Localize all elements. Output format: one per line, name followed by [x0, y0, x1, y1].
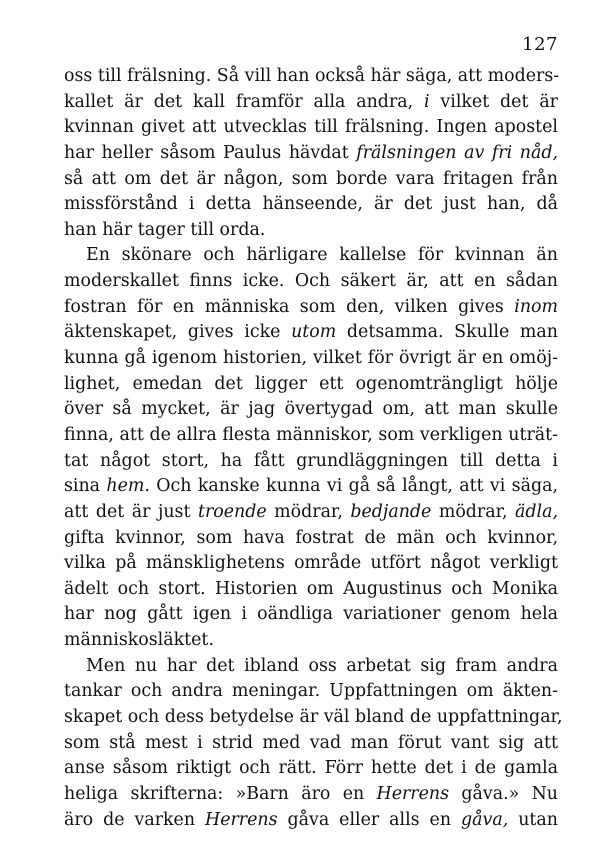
text-line: att det är just troende mödrar, bedjande mödrar, ädla,: [64, 501, 559, 522]
body-text: [64, 64, 563, 833]
text-line: äktenskapet, gives icke utom detsamma. Skulle man: [64, 322, 558, 343]
text-line: kallet är det kall framför alla andra, i vilket det är: [64, 91, 558, 112]
text-line: oss till frälsning. Så vill han också här säga, att moders-: [64, 66, 560, 86]
text-line: äro de varken Herrens gåva eller alls en gåva, utan: [64, 809, 558, 830]
text-line: tankar och andra meningar. Uppfattningen om äkten-: [64, 681, 558, 702]
text-line: kvinnan givet att utvecklas till frälsning. Ingen apostel: [64, 117, 558, 138]
text-line: ädelt och stort. Historien om Augustinus och Monika: [64, 578, 558, 599]
text-line: som stå mest i strid med vad man förut vant sig att: [64, 732, 558, 753]
text-line: fostran för en människa som den, vilken gives inom: [64, 296, 558, 317]
text-line: anse såsom riktigt och rätt. Förr hette det i de gamla: [64, 758, 558, 779]
text-line: skapet och dess betydelse är väl bland de uppfattningar,: [64, 707, 563, 728]
text-line: så att om det är någon, som borde vara fritagen från: [64, 168, 558, 189]
text-line: En skönare och härligare kallelse för kvinnan än: [86, 245, 558, 266]
text-line: kunna gå igenom historien, vilket för övrigt är en omöj-: [64, 348, 558, 369]
text-line: missförstånd i detta hänseende, är det just han, då: [64, 194, 558, 215]
text-line: vilka på mänsklighetens område utfört något verkligt: [64, 553, 558, 574]
text-line: sina hem. Och kanske kunna vi gå så långt, att vi säga,: [64, 476, 558, 497]
text-line: finna, att de allra flesta människor, som verkligen uträt-: [64, 424, 558, 445]
text-line: han här tager till orda.: [64, 219, 266, 240]
text-line: människosläktet.: [64, 630, 214, 651]
text-line: gifta kvinnor, som hava fostrat de män och kvinnor,: [64, 527, 558, 548]
text-line: har nog gått igen i oändliga variationer genom hela: [64, 604, 558, 625]
text-line: Men nu har det ibland oss arbetat sig fram andra: [86, 655, 558, 676]
text-line: har heller såsom Paulus hävdat frälsningen av fri nåd,: [64, 142, 558, 163]
text-line: lighet, emedan det ligger ett ogenomträngligt hölje: [64, 373, 558, 394]
text-line: tat något stort, ha fått grundläggningen till detta i: [64, 450, 558, 471]
text-line: över så mycket, är jag övertygad om, att man skulle: [64, 399, 558, 420]
text-line: moderskallet finns icke. Och säkert är, att en sådan: [64, 271, 558, 292]
page-number: 127: [522, 34, 558, 55]
text-line: heliga skrifterna: »Barn äro en Herrens gåva.» Nu: [64, 783, 558, 804]
